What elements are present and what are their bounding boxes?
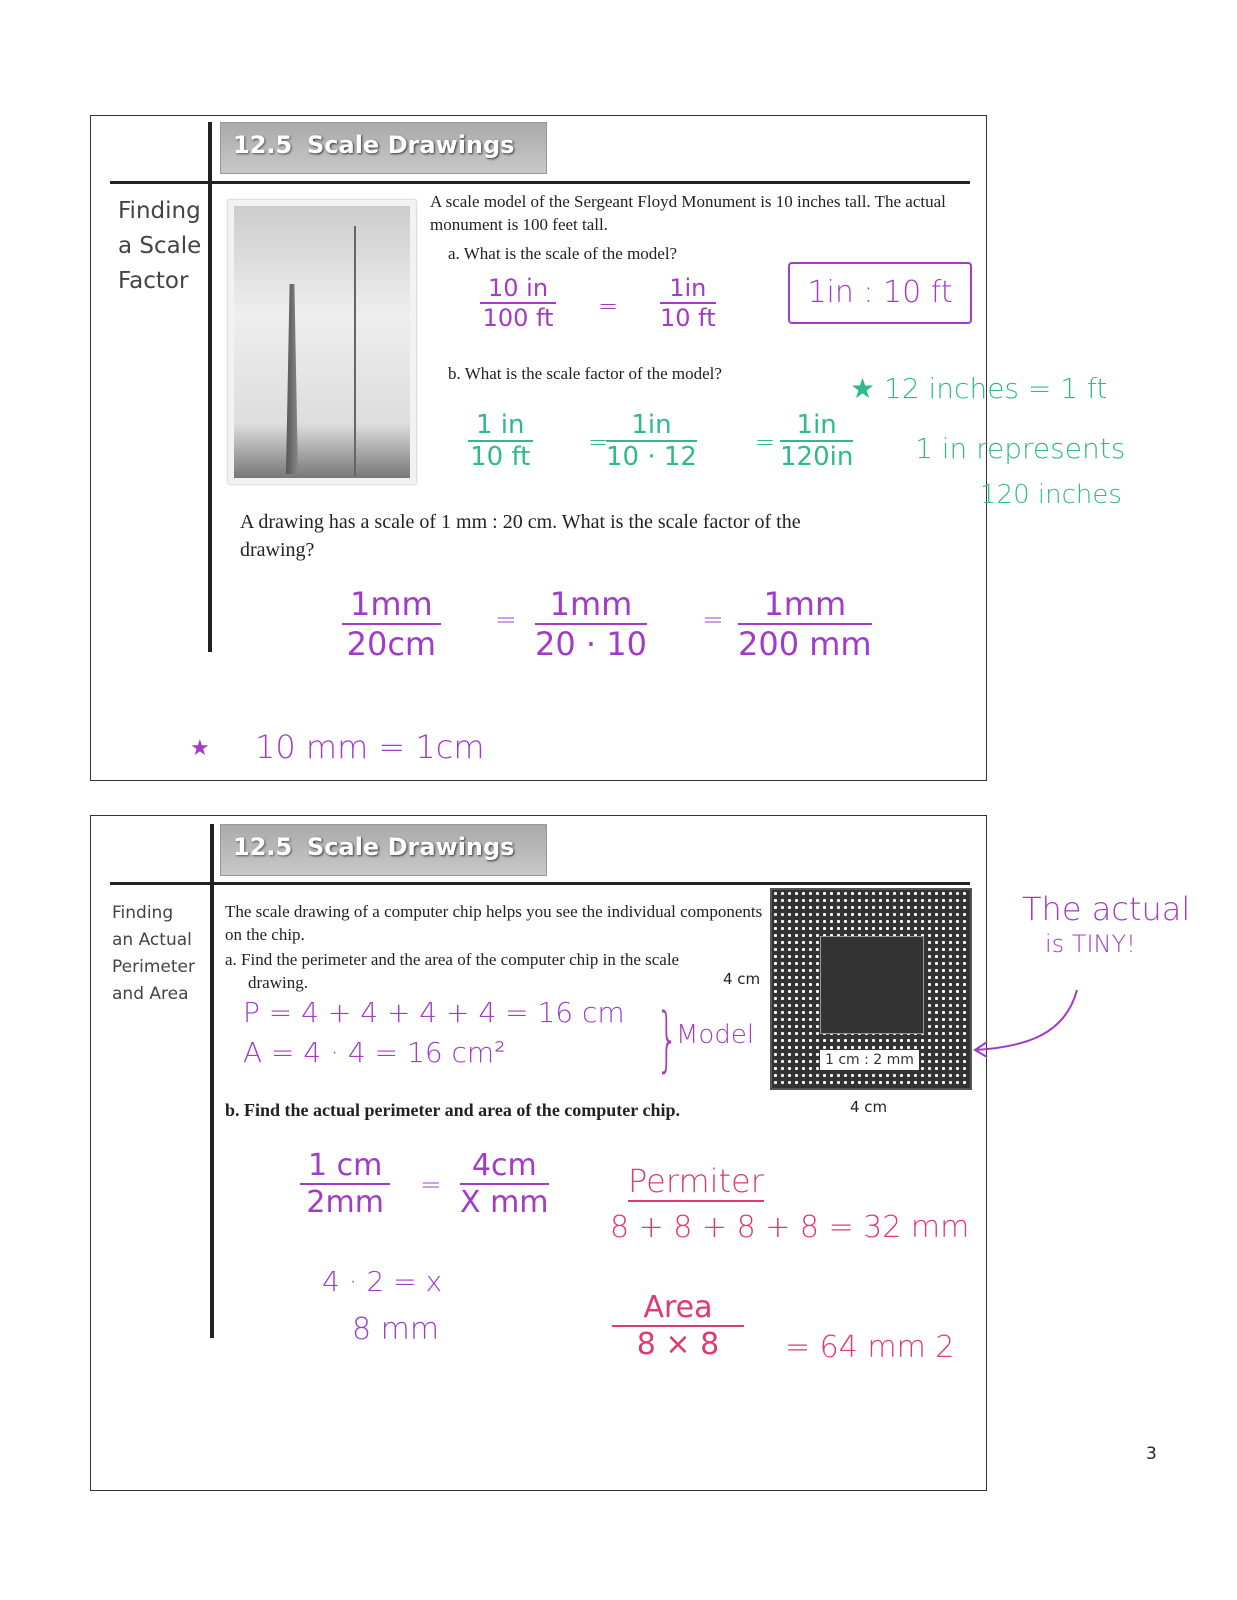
hw-note: Model xyxy=(676,1020,755,1050)
hw-fraction xyxy=(300,1148,390,1220)
hw-fraction xyxy=(460,1148,549,1220)
question-a: a. Find the perimeter and the area of the computer chip in the scale drawing. xyxy=(225,950,680,992)
page-number: 3 xyxy=(1146,1444,1157,1464)
hw-note: 120 inches xyxy=(980,480,1122,510)
obelisk-image xyxy=(286,284,298,474)
star-icon: ★ xyxy=(190,736,210,761)
side-label-line: Perimeter xyxy=(112,957,195,977)
hw-area-fraction xyxy=(612,1290,744,1362)
numerator: 1mm xyxy=(342,585,441,625)
hw-calc: 8 mm xyxy=(352,1312,440,1347)
hw-note: ★ 12 inches = 1 ft xyxy=(850,372,1108,405)
dimension-label: 4 cm xyxy=(723,970,761,988)
arrow-icon xyxy=(965,985,1085,1060)
problem-text: The scale drawing of a computer chip helps you see the individual components on the chip. xyxy=(225,902,763,944)
hw-perimeter-label: Permiter xyxy=(628,1162,764,1200)
hw-note: 1 in represents xyxy=(915,432,1126,465)
section-title: Scale Drawings xyxy=(307,833,515,861)
numerator: Area xyxy=(612,1290,744,1327)
side-label-line: Factor xyxy=(118,268,189,294)
flagpole-image xyxy=(354,226,356,476)
chip-scale-label: 1 cm : 2 mm xyxy=(820,1050,919,1070)
hw-equals: = xyxy=(495,605,517,635)
denominator: 20cm xyxy=(346,625,437,663)
numerator: 1 cm xyxy=(300,1148,390,1185)
denominator: 20 · 10 xyxy=(535,625,647,663)
problem-2-text: A drawing has a scale of 1 mm : 20 cm. What is the scale factor of the drawing? xyxy=(240,511,801,561)
section-number: 12.5 xyxy=(233,131,293,159)
denominator: 120in xyxy=(780,442,854,472)
chip-die xyxy=(820,936,924,1034)
denominator: 8 × 8 xyxy=(636,1327,720,1362)
question-b: b. What is the scale factor of the model? xyxy=(448,364,722,383)
hw-equals: = xyxy=(755,428,776,456)
dimension-label: 4 cm xyxy=(850,1098,888,1116)
denominator: 10 ft xyxy=(470,442,531,472)
hw-calc: 4 · 2 = x xyxy=(322,1265,443,1298)
hw-equals: = xyxy=(598,292,619,320)
section-number: 12.5 xyxy=(233,833,293,861)
numerator: 1mm xyxy=(738,585,872,625)
denominator: X mm xyxy=(460,1185,549,1220)
hw-brace: } xyxy=(656,998,679,1080)
numerator: 4cm xyxy=(460,1148,549,1185)
numerator: 1in xyxy=(660,274,716,304)
monument-photo xyxy=(228,200,416,484)
section-header xyxy=(220,122,547,174)
numerator: 1in xyxy=(606,410,697,442)
question-b: b. Find the actual perimeter and area of the computer chip. xyxy=(225,1100,680,1120)
numerator: 10 in xyxy=(480,274,556,304)
denominator: 10 ft xyxy=(660,304,716,332)
hw-equals: = xyxy=(420,1170,442,1200)
hw-equals: = xyxy=(588,428,609,456)
hw-fraction xyxy=(660,274,716,332)
side-label-line: Finding xyxy=(118,198,201,224)
hw-fraction xyxy=(480,274,556,332)
question-a: a. What is the scale of the model? xyxy=(448,244,678,263)
hw-fraction xyxy=(342,585,441,663)
divider-horizontal xyxy=(110,181,970,184)
section-header xyxy=(220,824,547,876)
problem-text: A scale model of the Sergeant Floyd Monument is 10 inches tall. The actual monument is 100 feet tall. xyxy=(430,192,946,234)
computer-chip-image xyxy=(770,888,972,1090)
denominator: 100 ft xyxy=(482,304,554,332)
side-label-line: a Scale xyxy=(118,233,202,259)
divider-horizontal xyxy=(110,882,970,885)
hw-fraction xyxy=(780,410,853,472)
side-label-line: Finding xyxy=(112,903,174,923)
side-label-line: an Actual xyxy=(112,930,192,950)
hw-boxed-answer: 1in : 10 ft xyxy=(788,262,972,324)
hw-fraction xyxy=(468,410,533,472)
hw-area: A = 4 · 4 = 16 cm² xyxy=(243,1036,506,1069)
hw-fraction xyxy=(738,585,872,663)
denominator: 10 · 12 xyxy=(606,442,697,472)
section-title: Scale Drawings xyxy=(307,131,515,159)
divider-vertical xyxy=(208,122,212,652)
numerator: 1 in xyxy=(468,410,533,442)
hw-note: 10 mm = 1cm xyxy=(255,728,485,766)
hw-note: The actual xyxy=(1022,890,1191,928)
denominator: 2mm xyxy=(306,1185,384,1220)
hw-perimeter-calc: 8 + 8 + 8 + 8 = 32 mm xyxy=(610,1210,970,1245)
denominator: 200 mm xyxy=(738,625,872,663)
divider-vertical xyxy=(210,824,214,1338)
side-label xyxy=(112,900,195,1008)
hw-note: is TINY! xyxy=(1045,930,1136,958)
hw-equals: = xyxy=(702,605,724,635)
hw-fraction xyxy=(535,585,647,663)
hw-perimeter: P = 4 + 4 + 4 + 4 = 16 cm xyxy=(243,996,625,1029)
side-label-line: and Area xyxy=(112,984,189,1004)
side-label xyxy=(118,194,201,299)
numerator: 1in xyxy=(780,410,853,442)
hw-fraction xyxy=(606,410,697,472)
hw-area-result: = 64 mm 2 xyxy=(785,1330,955,1365)
numerator: 1mm xyxy=(535,585,647,625)
